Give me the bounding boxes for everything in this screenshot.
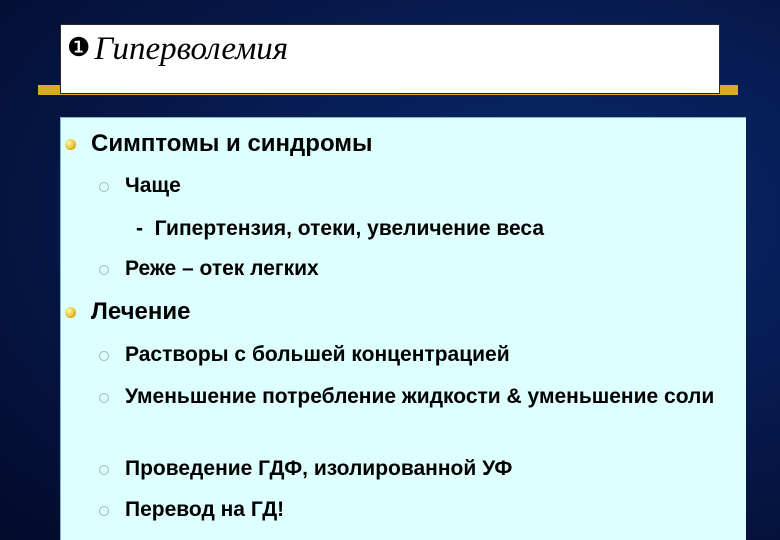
circle-bullet-icon	[99, 265, 109, 275]
title-box	[60, 24, 720, 94]
circle-bullet-icon	[99, 506, 109, 516]
sub-list-item: - Гипертензия, отеки, увеличение веса	[136, 217, 545, 240]
circle-bullet-icon	[99, 393, 109, 403]
circle-bullet-icon	[99, 465, 109, 475]
slide-title	[67, 31, 288, 68]
number-one-icon: ❶	[67, 33, 91, 63]
circle-bullet-icon	[99, 182, 109, 192]
bullet-icon	[65, 139, 76, 150]
bullet-icon	[65, 307, 76, 318]
content-panel: Симптомы и синдромы Чаще - Гипертензия, отеки, увеличение веса Реже – отек легких Лечение Растворы с большей концентрацией Уменьшение потребление жидкости & уменьшение соли Проведение ГДФ, изолированной УФ Перевод на ГД!	[60, 117, 746, 540]
slide-title-text: Гиперволемия	[94, 31, 289, 67]
dash-icon: -	[136, 217, 155, 240]
circle-bullet-icon	[99, 351, 109, 361]
